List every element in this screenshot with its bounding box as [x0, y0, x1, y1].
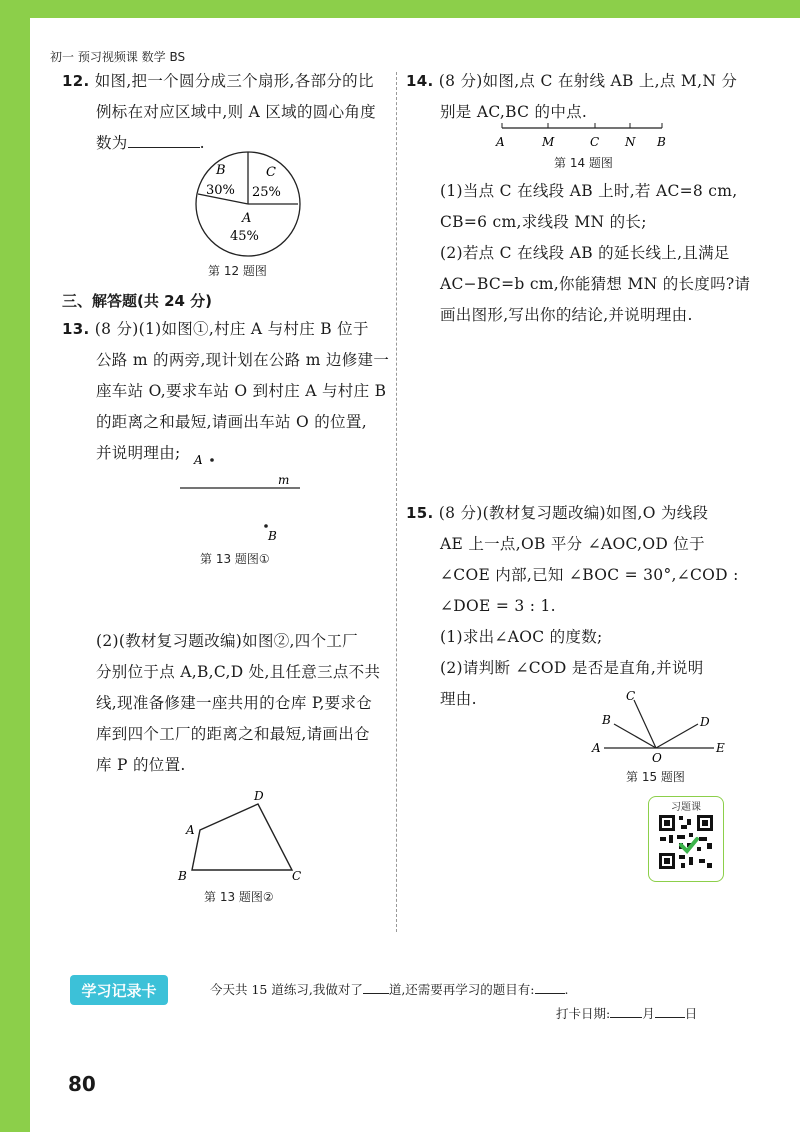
figure-caption: 第 14 题图	[554, 156, 613, 170]
checkin-date	[556, 1004, 697, 1022]
figure-13-2	[170, 786, 310, 886]
quadrilateral-abcd	[192, 804, 292, 870]
month-blank[interactable]	[610, 1017, 642, 1018]
question-text: AC−BC=b cm,你能猜想 MN 的长度吗?请	[440, 275, 751, 293]
review-questions-blank[interactable]	[535, 993, 565, 994]
column-divider	[396, 72, 397, 932]
question-text: CB=6 cm,求线段 MN 的长;	[440, 213, 647, 231]
question-text: 库 P 的位置.	[96, 756, 186, 774]
answer-blank[interactable]	[128, 147, 200, 148]
question-text: 的距离之和最短,请画出车站 O 的位置,	[96, 413, 367, 431]
pie-pct-a: 45%	[230, 229, 259, 244]
day-blank[interactable]	[655, 1017, 685, 1018]
qr-code-icon	[657, 813, 715, 871]
question-text: 并说明理由;	[96, 444, 181, 462]
pie-label-b: B	[216, 163, 226, 178]
question-13-part-2	[96, 626, 380, 781]
top-green-border	[0, 0, 800, 18]
point-label-a: A	[496, 135, 505, 149]
date-prefix: 打卡日期:	[556, 1006, 611, 1021]
left-green-border	[0, 0, 30, 1132]
point-label-n: N	[625, 135, 636, 149]
point-label-b: B	[178, 869, 187, 883]
question-number: 14.	[406, 72, 434, 90]
figure-caption: 第 13 题图①	[200, 552, 270, 566]
point-label-c: C	[626, 689, 636, 703]
pie-label-c: C	[266, 165, 276, 180]
question-text: 如图,把一个圆分成三个扇形,各部分的比	[94, 72, 374, 90]
line-label-m: m	[278, 473, 290, 487]
pie-label-a: A	[242, 211, 252, 226]
question-text: 线,现准备修建一座共用的仓库 P,要求仓	[96, 694, 373, 712]
question-text: 理由.	[440, 690, 477, 708]
pie-pct-c: 25%	[252, 185, 281, 200]
pie-chart-figure	[190, 150, 310, 260]
question-text: 数为	[96, 134, 128, 152]
point-label-b: B	[602, 713, 611, 727]
question-text: 座车站 O,要求车站 O 到村庄 A 与村庄 B	[96, 382, 387, 400]
figure-15	[588, 686, 738, 762]
record-text: .	[564, 982, 569, 997]
point-label-b: B	[657, 135, 666, 149]
point-label-d: D	[700, 715, 710, 729]
page-number: 80	[68, 1072, 96, 1096]
question-text: (8 分)如图,点 C 在射线 AB 上,点 M,N 分	[438, 72, 738, 90]
point-label-m: M	[542, 135, 555, 149]
question-text: (2)若点 C 在线段 AB 的延长线上,且满足	[440, 244, 730, 262]
question-text: .	[199, 134, 205, 152]
question-12	[62, 66, 376, 159]
point-label-o: O	[652, 751, 662, 762]
point-label-c: C	[590, 135, 600, 149]
question-text: (8 分)(1)如图①,村庄 A 与村庄 B 位于	[94, 320, 369, 338]
point-label-d: D	[254, 789, 264, 803]
pie-pct-b: 30%	[206, 183, 235, 198]
question-text: 库到四个工厂的距离之和最短,请画出仓	[96, 725, 370, 743]
question-text: ∠DOE = 3 : 1.	[440, 597, 556, 615]
point-a	[210, 458, 214, 462]
figure-caption: 第 12 题图	[208, 264, 267, 278]
point-label-c: C	[292, 869, 302, 883]
question-15	[406, 498, 739, 715]
study-record-line	[210, 980, 569, 998]
figure-14	[490, 120, 675, 152]
point-label-a: A	[194, 453, 203, 467]
question-14-parts	[440, 176, 750, 331]
question-text: (2)请判断 ∠COD 是否是直角,并说明	[440, 659, 704, 677]
question-14	[406, 66, 737, 128]
record-text: 今天共 15 道练习,我做对了	[210, 982, 363, 997]
question-number: 13.	[62, 320, 90, 338]
question-text: 别是 AC,BC 的中点.	[440, 103, 588, 121]
day-label: 日	[684, 1006, 698, 1021]
point-label-b: B	[268, 529, 277, 543]
study-record-label: 学习记录卡	[70, 975, 168, 1005]
point-b	[264, 524, 268, 528]
qr-title: 习题课	[671, 802, 701, 813]
question-text: 分别位于点 A,B,C,D 处,且任意三点不共	[96, 663, 381, 681]
question-text: (1)求出∠AOC 的度数;	[440, 628, 603, 646]
page-header: 初一 预习视频课 数学 BS	[50, 50, 186, 64]
point-label-a: A	[186, 823, 195, 837]
ray-oc	[634, 700, 656, 748]
question-text: ∠COE 内部,已知 ∠BOC = 30°,∠COD :	[440, 566, 739, 584]
section-title: 三、解答题(共 24 分)	[62, 292, 213, 310]
question-text: 画出图形,写出你的结论,并说明理由.	[440, 306, 693, 324]
qr-code-card[interactable]	[648, 796, 724, 882]
question-text: 公路 m 的两旁,现计划在公路 m 边修建一	[96, 351, 390, 369]
figure-13-1	[170, 446, 310, 546]
correct-count-blank[interactable]	[363, 993, 389, 994]
figure-caption: 第 13 题图②	[204, 890, 274, 904]
ray-ob	[614, 724, 656, 748]
question-text: (8 分)(教材复习题改编)如图,O 为线段	[438, 504, 709, 522]
question-text: (1)当点 C 在线段 AB 上时,若 AC=8 cm,	[440, 182, 738, 200]
point-label-e: E	[716, 741, 725, 755]
figure-caption: 第 15 题图	[626, 770, 685, 784]
question-number: 12.	[62, 72, 90, 90]
record-text: 道,还需要再学习的题目有:	[388, 982, 535, 997]
question-number: 15.	[406, 504, 434, 522]
question-text: (2)(教材复习题改编)如图②,四个工厂	[96, 632, 358, 650]
month-label: 月	[642, 1006, 655, 1021]
ray-od	[656, 724, 698, 748]
point-label-a: A	[592, 741, 601, 755]
question-text: 例标在对应区域中,则 A 区域的圆心角度	[96, 103, 376, 121]
question-text: AE 上一点,OB 平分 ∠AOC,OD 位于	[440, 535, 705, 553]
